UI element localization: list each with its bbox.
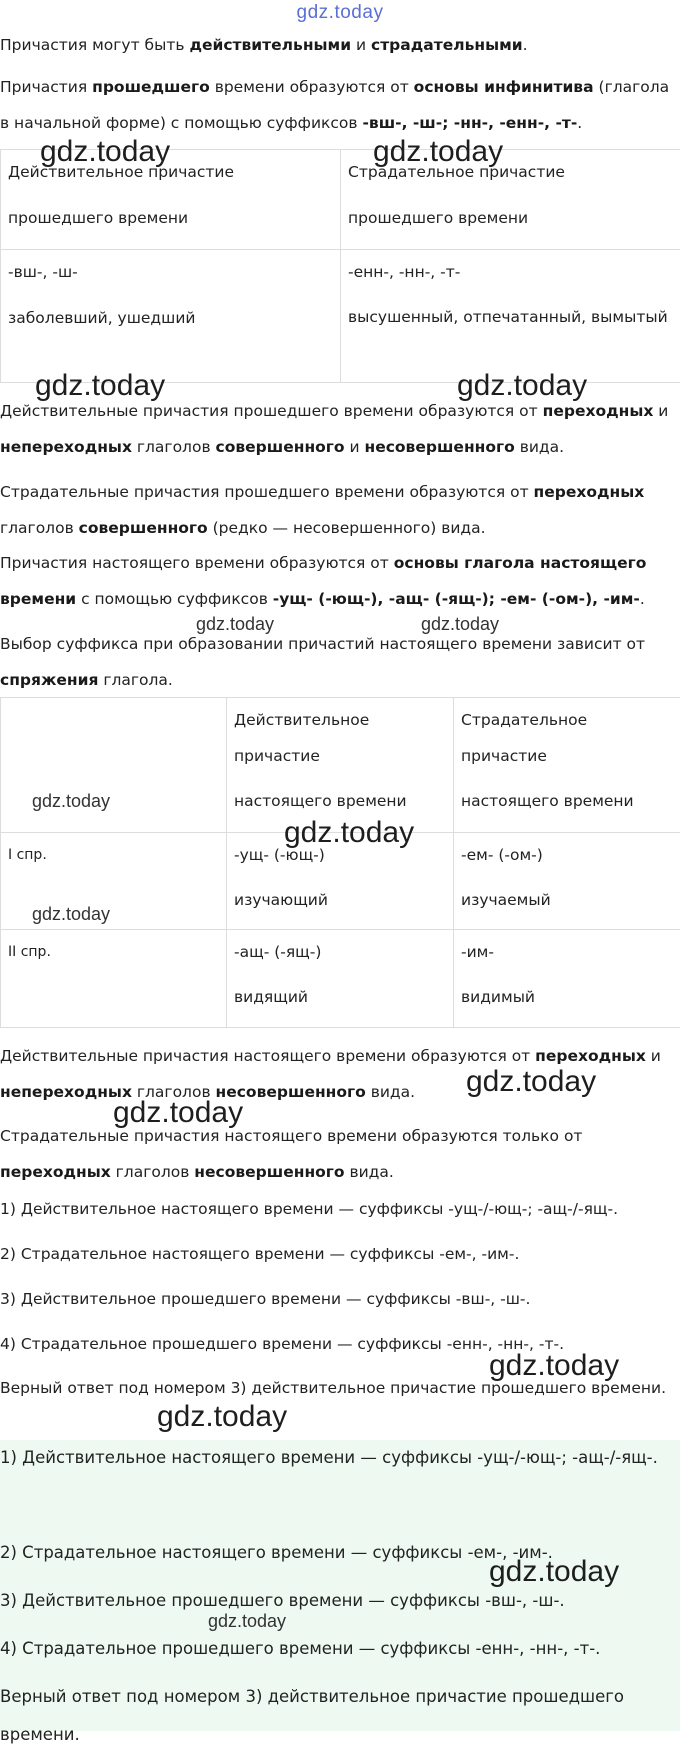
paragraph-passive-present: Страдательные причастия настоящего времени образуются только от переходных глаголов несовершенного вида. [0, 1118, 680, 1190]
paragraph-conjugation: Выбор суффикса при образовании причастий настоящего времени зависит от спряжения глагола. [0, 626, 680, 698]
watermark-text: gdz.today [208, 1612, 286, 1630]
table-cell: -вш-, -ш- заболевший, ушедший [1, 250, 341, 383]
watermark-text: gdz.today [196, 615, 274, 633]
paragraph-present-formation: Причастия настоящего времени образуются от основы глагола настоящего времени с помощью суффиксов -ущ- (-ющ-), -ащ- (-ящ-); -ем- (-ом-), -им-. [0, 545, 680, 617]
paragraph-active-present: Действительные причастия настоящего времени образуются от переходных и непереходных глаголов несовершенного вида. [0, 1038, 680, 1110]
answer-box [0, 1440, 680, 1731]
watermark-text: gdz.today [35, 371, 165, 401]
answer-box-answer: Верный ответ под номером 3) действительное причастие прошедшего времени. [0, 1678, 680, 1754]
list-item: 4) Страдательное прошедшего времени — суффиксы -енн-, -нн-, -т-. [0, 1326, 680, 1362]
table-header-cell: Действительное причастие прошедшего времени [1, 150, 341, 250]
intro-paragraph-2: Причастия прошедшего времени образуются от основы инфинитива (глагола в начальной форме) с помощью суффиксов -вш-, -ш-; -нн-, -енн-, -т-. [0, 69, 680, 141]
table-cell: -енн-, -нн-, -т- высушенный, отпечатанный, вымытый [341, 250, 680, 383]
watermark-text: gdz.today [373, 137, 503, 167]
answer-box-list-item: 1) Действительное настоящего времени — суффиксы -ущ-/-ющ-; -ащ-/-ящ-. [0, 1439, 680, 1477]
conjugation-label: I спр. [1, 833, 227, 930]
table-header-cell: Действительное причастие настоящего времени [227, 698, 454, 833]
table-cell: -им- видимый [454, 930, 680, 1028]
intro-paragraph-1: Причастия могут быть действительными и страдательными. [0, 27, 680, 63]
table-cell: -ущ- (-ющ-) изучающий [227, 833, 454, 930]
table-header-cell: Страдательное причастие настоящего времени [454, 698, 680, 833]
paragraph-passive-past: Страдательные причастия прошедшего времени образуются от переходных глаголов совершенного (редко — несовершенного) вида. [0, 474, 680, 546]
watermark-text: gdz.today [489, 1557, 619, 1587]
table-row [1, 833, 680, 930]
watermark-text: gdz.today [489, 1351, 619, 1381]
list-item: 3) Действительное прошедшего времени — суффиксы -вш-, -ш-. [0, 1281, 680, 1317]
table-row [1, 150, 680, 250]
answer-box-list-item: 4) Страдательное прошедшего времени — суффиксы -енн-, -нн-, -т-. [0, 1630, 680, 1668]
conjugation-label: II спр. [1, 930, 227, 1028]
answer-box-list-item: 2) Страдательное настоящего времени — суффиксы -ем-, -им-. [0, 1534, 680, 1572]
site-logo[interactable]: gdz.today [0, 0, 680, 26]
table-header-cell: Страдательное причастие прошедшего времени [341, 150, 680, 250]
watermark-text: gdz.today [421, 615, 499, 633]
watermark-text: gdz.today [284, 818, 414, 848]
table-cell: -ем- (-ом-) изучаемый [454, 833, 680, 930]
table-header-cell-empty [1, 698, 227, 833]
watermark-text: gdz.today [40, 137, 170, 167]
answer-paragraph: Верный ответ под номером 3) действительное причастие прошедшего времени. [0, 1370, 680, 1406]
present-participles-table [0, 697, 680, 1028]
answer-box-list-item: 3) Действительное прошедшего времени — суффиксы -вш-, -ш-. [0, 1582, 680, 1620]
watermark-text: gdz.today [32, 792, 110, 810]
table-cell: -ащ- (-ящ-) видящий [227, 930, 454, 1028]
past-participles-table [0, 149, 680, 383]
watermark-text: gdz.today [32, 905, 110, 923]
paragraph-active-past: Действительные причастия прошедшего времени образуются от переходных и непереходных глаголов совершенного и несовершенного вида. [0, 393, 680, 465]
watermark-text: gdz.today [466, 1067, 596, 1097]
watermark-text: gdz.today [157, 1402, 287, 1432]
list-item: 2) Страдательное настоящего времени — суффиксы -ем-, -им-. [0, 1236, 680, 1272]
list-item: 1) Действительное настоящего времени — суффиксы -ущ-/-ющ-; -ащ-/-ящ-. [0, 1191, 680, 1227]
table-row [1, 250, 680, 383]
table-row [1, 698, 680, 833]
table-row [1, 930, 680, 1028]
watermark-text: gdz.today [457, 371, 587, 401]
watermark-text: gdz.today [113, 1098, 243, 1128]
